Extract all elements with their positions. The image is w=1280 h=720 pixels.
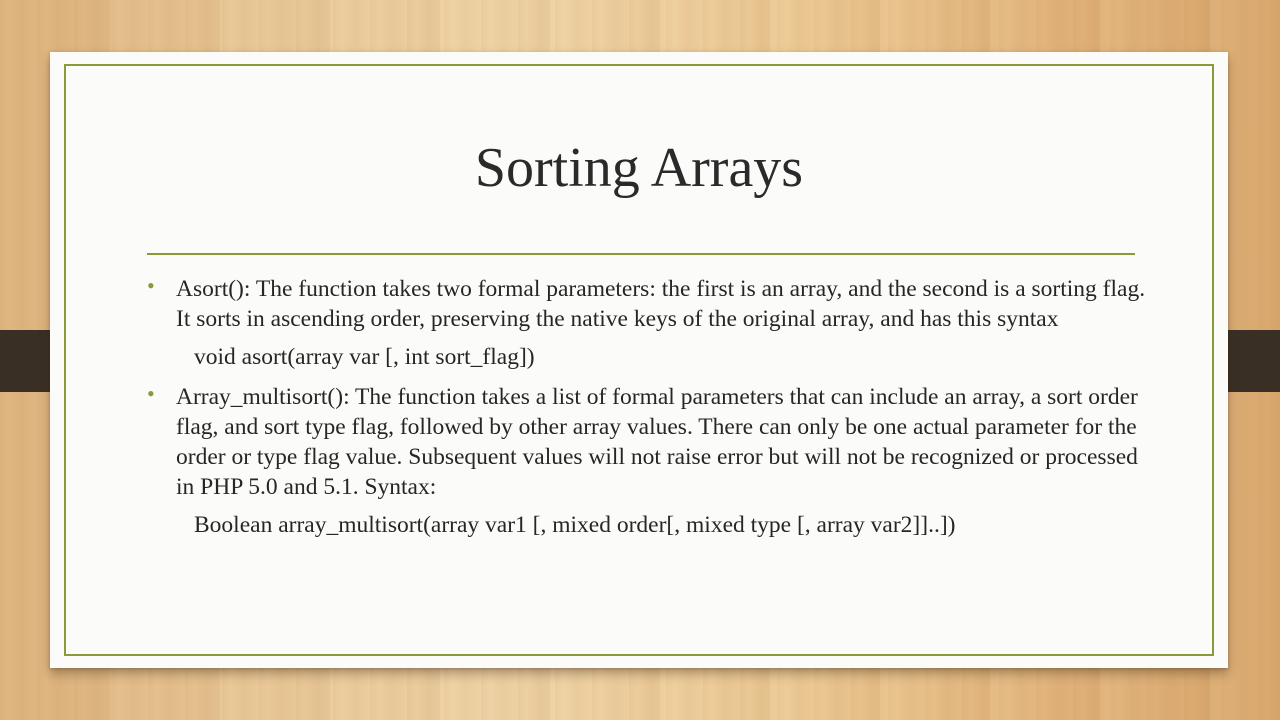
slide-card	[50, 52, 1228, 668]
title-divider	[147, 253, 1135, 255]
slide-title: Sorting Arrays	[474, 137, 804, 199]
syntax-line-asort: void asort(array var [, int sort_flag])	[194, 344, 535, 370]
bullet-item-array-multisort	[147, 382, 1147, 502]
bullet-dot-icon: •	[147, 273, 155, 298]
bullet-text: Asort(): The function takes two formal parameters: the first is an array, and the second is a sorting flag. It sorts in ascending order, preserving the native keys of the original array, and has this syntax	[176, 276, 1146, 332]
syntax-line-array-multisort: Boolean array_multisort(array var1 [, mixed order[, mixed type [, array var2]]..])	[194, 512, 956, 538]
bullet-dot-icon: •	[147, 381, 155, 406]
bullet-item-asort	[147, 274, 1147, 334]
slide-body	[147, 274, 1147, 548]
bullet-text: Array_multisort(): The function takes a list of formal parameters that can include an array, a sort order flag, and sort type flag, followed by other array values. There can only be one actual parameter for the order or type flag value. Subsequent values will not raise error but will not be recognized or processed in PHP 5.0 and 5.1. Syntax:	[176, 384, 1138, 500]
